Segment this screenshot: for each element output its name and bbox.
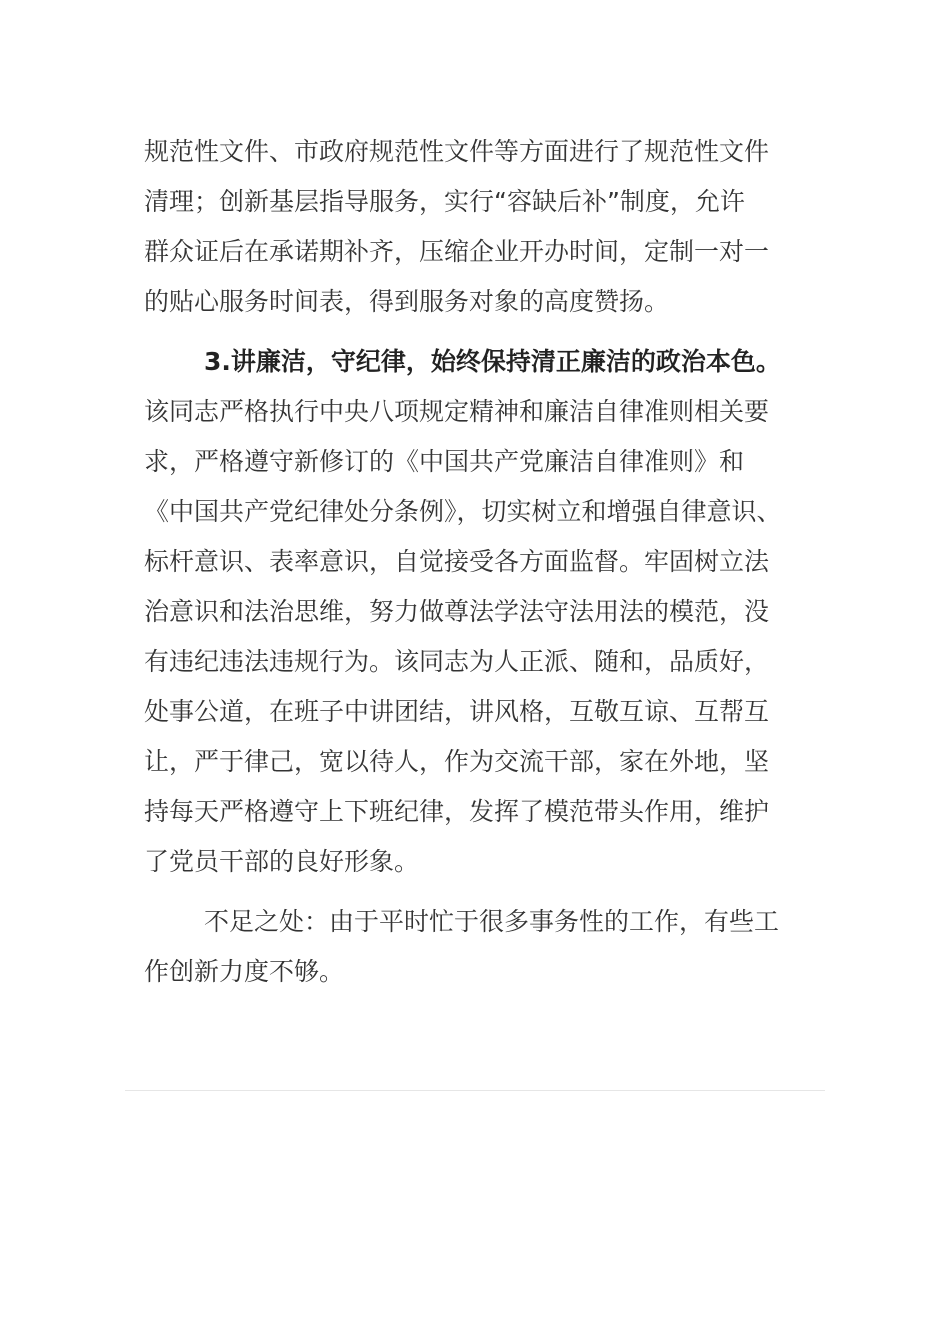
text-line: 该同志严格执行中央八项规定精神和廉洁自律准则相关要 <box>144 397 770 426</box>
text-line: 标杆意识、表率意识，自觉接受各方面监督。牢固树立法 <box>144 547 770 576</box>
paragraph-spacing <box>144 327 804 337</box>
text-line: 治意识和法治思维，努力做尊法学法守法用法的模范，没 <box>144 597 770 626</box>
paragraph-service <box>144 127 804 327</box>
text-line: 的贴心服务时间表，得到服务对象的高度赞扬。 <box>144 287 670 316</box>
paragraph-integrity <box>144 337 804 887</box>
text-line: 作创新力度不够。 <box>144 957 345 986</box>
text-line: 求，严格遵守新修订的《中国共产党廉洁自律准则》和 <box>144 447 745 476</box>
text-line: 不足之处：由于平时忙于很多事务性的工作，有些工 <box>204 907 780 936</box>
text-line: 《中国共产党纪律处分条例》，切实树立和增强自律意识、 <box>144 497 782 526</box>
text-line: 有违纪违法违规行为。该同志为人正派、随和，品质好， <box>144 647 770 676</box>
paragraph-shortcomings <box>144 897 804 997</box>
text-line: 处事公道，在班子中讲团结，讲风格，互敬互谅、互帮互 <box>144 697 770 726</box>
text-line: 规范性文件、市政府规范性文件等方面进行了规范性文件 <box>144 137 770 166</box>
section-heading: 3.讲廉洁，守纪律，始终保持清正廉洁的政治本色。 <box>204 347 781 376</box>
text-line: 持每天严格遵守上下班纪律，发挥了模范带头作用，维护 <box>144 797 770 826</box>
text-line: 了党员干部的良好形象。 <box>144 847 420 876</box>
document-body <box>144 127 804 997</box>
text-line: 清理；创新基层指导服务，实行“容缺后补”制度，允许 <box>144 187 745 216</box>
text-line: 让，严于律己，宽以待人，作为交流干部，家在外地，坚 <box>144 747 770 776</box>
text-line: 群众证后在承诺期补齐，压缩企业开办时间，定制一对一 <box>144 237 770 266</box>
paragraph-spacing <box>144 887 804 897</box>
page-divider <box>125 1090 825 1091</box>
